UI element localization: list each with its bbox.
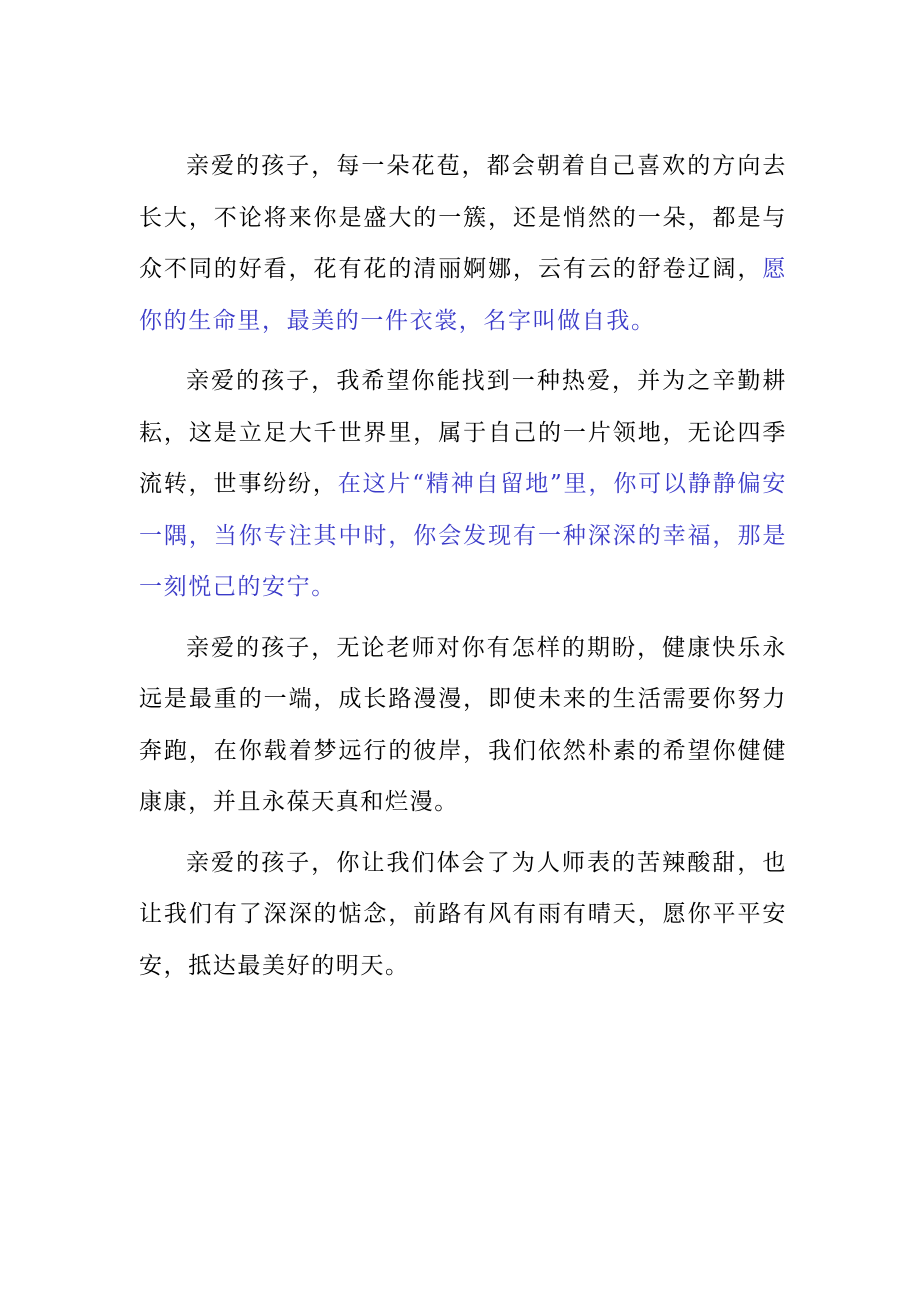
paragraph-4-text: 亲爱的孩子，你让我们体会了为人师表的苦辣酸甜，也让我们有了深深的惦念，前路有风有雨有晴天，愿你平平安安，抵达最美好的明天。 (139, 849, 787, 979)
paragraph-2 (139, 356, 787, 614)
paragraph-1-text: 亲爱的孩子，每一朵花苞，都会朝着自己喜欢的方向去长大，不论将来你是盛大的一簇，还是悄然的一朵，都是与众不同的好看，花有花的清丽婀娜，云有云的舒卷辽阔， (139, 153, 787, 282)
paragraph-1-highlight: 愿你的生命里，最美的一件衣裳，名字叫做自我。 (139, 256, 787, 334)
paragraph-2-highlight: 在这片“精神自留地”里，你可以静静偏安一隅，当你专注其中时，你会发现有一种深深的幸福，那是一刻悦己的安宁。 (139, 471, 787, 600)
document-body (139, 141, 787, 1001)
paragraph-3-text: 亲爱的孩子，无论老师对你有怎样的期盼，健康快乐永远是最重的一端，成长路漫漫，即使未来的生活需要你努力奔跑，在你载着梦远行的彼岸，我们依然朴素的希望你健健康康，并且永葆天真和烂漫。 (139, 634, 787, 815)
paragraph-1 (139, 141, 787, 347)
paragraph-4 (139, 838, 787, 993)
paragraph-2-text: 亲爱的孩子，我希望你能找到一种热爱，并为之辛勤耕耘，这是立足大千世界里，属于自己的一片领地，无论四季流转，世事纷纷， (139, 368, 787, 497)
paragraph-3 (139, 623, 787, 829)
